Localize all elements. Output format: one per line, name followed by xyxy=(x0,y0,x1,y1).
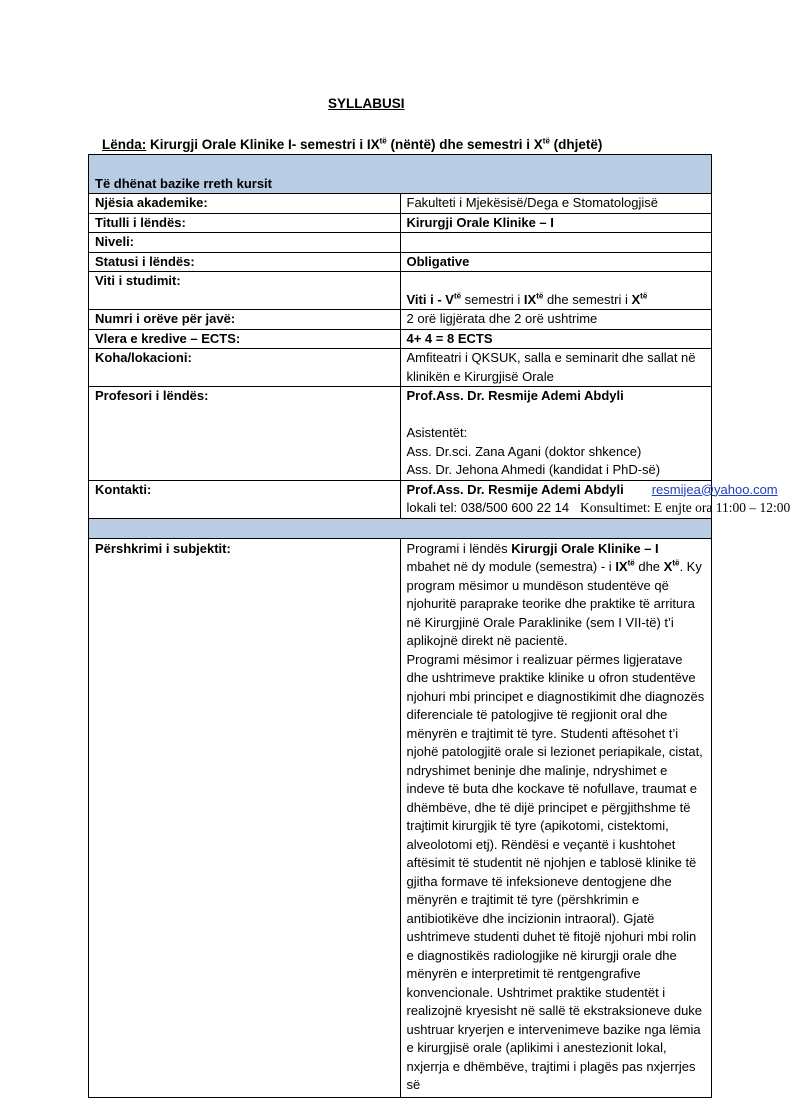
contact-cell xyxy=(400,480,790,518)
year-text-3: IX xyxy=(523,291,537,307)
separator-band xyxy=(89,518,712,538)
subject-text-3: (dhjetë) xyxy=(549,137,603,152)
contact-line-2 xyxy=(406,499,790,518)
level-value xyxy=(400,233,712,253)
separator-row xyxy=(89,518,712,538)
assistant-2: Ass. Dr. Jehona Ahmedi (kandidat i PhD-së) xyxy=(406,462,661,477)
description-label: Përshkrimi i subjektit: xyxy=(89,538,401,1097)
subject-sup-2: të xyxy=(542,136,550,146)
contact-line-1 xyxy=(406,481,778,500)
hours-value: 2 orë ligjërata dhe 2 orë ushtrime xyxy=(400,310,712,330)
row-contact xyxy=(89,480,712,518)
desc-text-6: X xyxy=(663,559,673,574)
assistant-1: Ass. Dr.sci. Zana Agani (doktor shkence) xyxy=(406,443,642,459)
subject-text-1: Kirurgji Orale Klinike I- semestri i IX xyxy=(146,137,380,152)
section-header: Të dhënat bazike rreth kursit xyxy=(89,155,712,194)
hours-label: Numri i orëve për javë: xyxy=(89,310,401,330)
desc-sup-1: të xyxy=(627,558,635,568)
contact-name: Prof.Ass. Dr. Resmije Ademi Abdyli xyxy=(406,481,624,497)
subject-text-2: (nëntë) dhe semestri i X xyxy=(386,137,543,152)
year-text-1: Viti i - V xyxy=(406,291,454,307)
description-cell xyxy=(400,538,712,1097)
row-credits xyxy=(89,329,712,349)
desc-sup-2: të xyxy=(672,558,680,568)
level-label: Niveli: xyxy=(89,233,401,253)
year-text-5: X xyxy=(631,291,641,307)
row-level xyxy=(89,233,712,253)
row-unit xyxy=(89,194,712,214)
subject-sup-1: të xyxy=(379,136,387,146)
status-label: Statusi i lëndës: xyxy=(89,252,401,272)
row-status xyxy=(89,252,712,272)
status-value: Obligative xyxy=(400,252,712,272)
year-label: Viti i studimit: xyxy=(89,272,401,310)
unit-label: Njësia akademike: xyxy=(89,194,401,214)
professor-name: Prof.Ass. Dr. Resmije Ademi Abdyli xyxy=(406,388,624,403)
description-paragraph-1 xyxy=(407,540,706,651)
year-sup-2: të xyxy=(536,291,544,301)
subject-label: Lënda: xyxy=(102,137,147,152)
assistants-label: Asistentët: xyxy=(406,425,468,440)
year-text-4: dhe semestri i xyxy=(543,291,632,307)
spacer xyxy=(407,406,706,425)
location-label: Koha/lokacioni: xyxy=(89,349,401,387)
section-header-row xyxy=(89,155,712,194)
row-hours xyxy=(89,310,712,330)
description-paragraph-2: Programi mësimor i realizuar përmes ligjeratave dhe ushtrimeve praktike klinike u ofron studentëve njohuri mbi principet e diagnostikimit dhe diagnozës diferenciale të patologjive të regjionit oral dhe mënyrën e trajtimit të tyre. Studenti aftësohet t’i njohë patologjitë orale si lezionet periapikale, cistat, ndryshimet beninje dhe malinje, ndryshimet e indeve të buta dhe kockave të nofullave, traumat e dhëmbëve, dhe të dijë principet e përgjithshme të trajtimit kirurgjik të tyre (apikotomi, cistektomi, alveolotomi etj). Rëndësi e veçantë i kushtohet aftësimit të studentit në njohjen e tablosë klinike të gjitha formave të infeksioneve dentogjene dhe mënyrën e trajtimit të tyre (përshkrimin e antibiotikëve dhe incizionin intraoral). Gjatë ushtrimeve studenti duhet të fitojë njohuri mbi rolin e diagnostikës radiologjike në kirurgji orale dhe mënyrën e interpretimit të rentgengrafive konvencionale. Ushtrimet praktike studentët i realizojnë kryesisht në sallë të ekstraksioneve duke ushtruar kryerjen e intervenimeve bazike nga lëmia e kirurgjisë orale (aplikimi i anestezionit lokal, nxjerrja e dhëmbëve, trajtimi i plagës pas nxjerrjes së xyxy=(406,651,705,1092)
row-description xyxy=(89,538,712,1097)
desc-text-7: . Ky program mësimor u mundëson studentëve që njohuritë paraprake teorike dhe praktike të arritura në Kirurgjinë Orale Paraklinike (sem I VII-të) t’i aplikojnë direkt në pacientë. xyxy=(406,559,702,648)
credits-value: 4+ 4 = 8 ECTS xyxy=(400,329,712,349)
desc-text-5: dhe xyxy=(634,559,664,574)
subject-heading xyxy=(102,136,602,155)
professor-cell xyxy=(400,387,712,481)
desc-text-2: Kirurgji Orale Klinike – I xyxy=(511,540,659,556)
desc-text-4: IX xyxy=(615,559,628,574)
year-text-2: semestri i xyxy=(461,291,524,307)
consultation-hours: Konsultimet: E enjte ora 11:00 – 12:00 xyxy=(579,500,790,515)
year-sup-1: të xyxy=(453,291,462,301)
professor-label: Profesori i lëndës: xyxy=(89,387,401,481)
contact-label: Kontakti: xyxy=(89,480,401,518)
course-title-label: Titulli i lëndës: xyxy=(89,213,401,233)
course-title-value: Kirurgji Orale Klinike – I xyxy=(400,213,712,233)
row-professor xyxy=(89,387,712,481)
location-value: Amfiteatri i QKSUK, salla e seminarit dhe sallat në klinikën e Kirurgjisë Orale xyxy=(400,349,712,387)
contact-phone: lokali tel: 038/500 600 22 14 xyxy=(406,500,570,515)
syllabus-table xyxy=(88,154,790,1098)
desc-text-1: Programi i lëndës xyxy=(406,540,512,556)
row-year xyxy=(89,272,712,310)
row-location xyxy=(89,349,712,387)
email-link[interactable]: resmijea@yahoo.com xyxy=(651,481,778,497)
desc-text-3: mbahet në dy module (semestra) - i xyxy=(406,559,616,574)
year-sup-3: të xyxy=(640,291,648,301)
unit-value: Fakulteti i Mjekësisë/Dega e Stomatologjisë xyxy=(400,194,712,214)
row-course-title xyxy=(89,213,712,233)
credits-label: Vlera e kredive – ECTS: xyxy=(89,329,401,349)
year-value xyxy=(400,272,712,310)
document-title: SYLLABUSI xyxy=(328,96,405,111)
